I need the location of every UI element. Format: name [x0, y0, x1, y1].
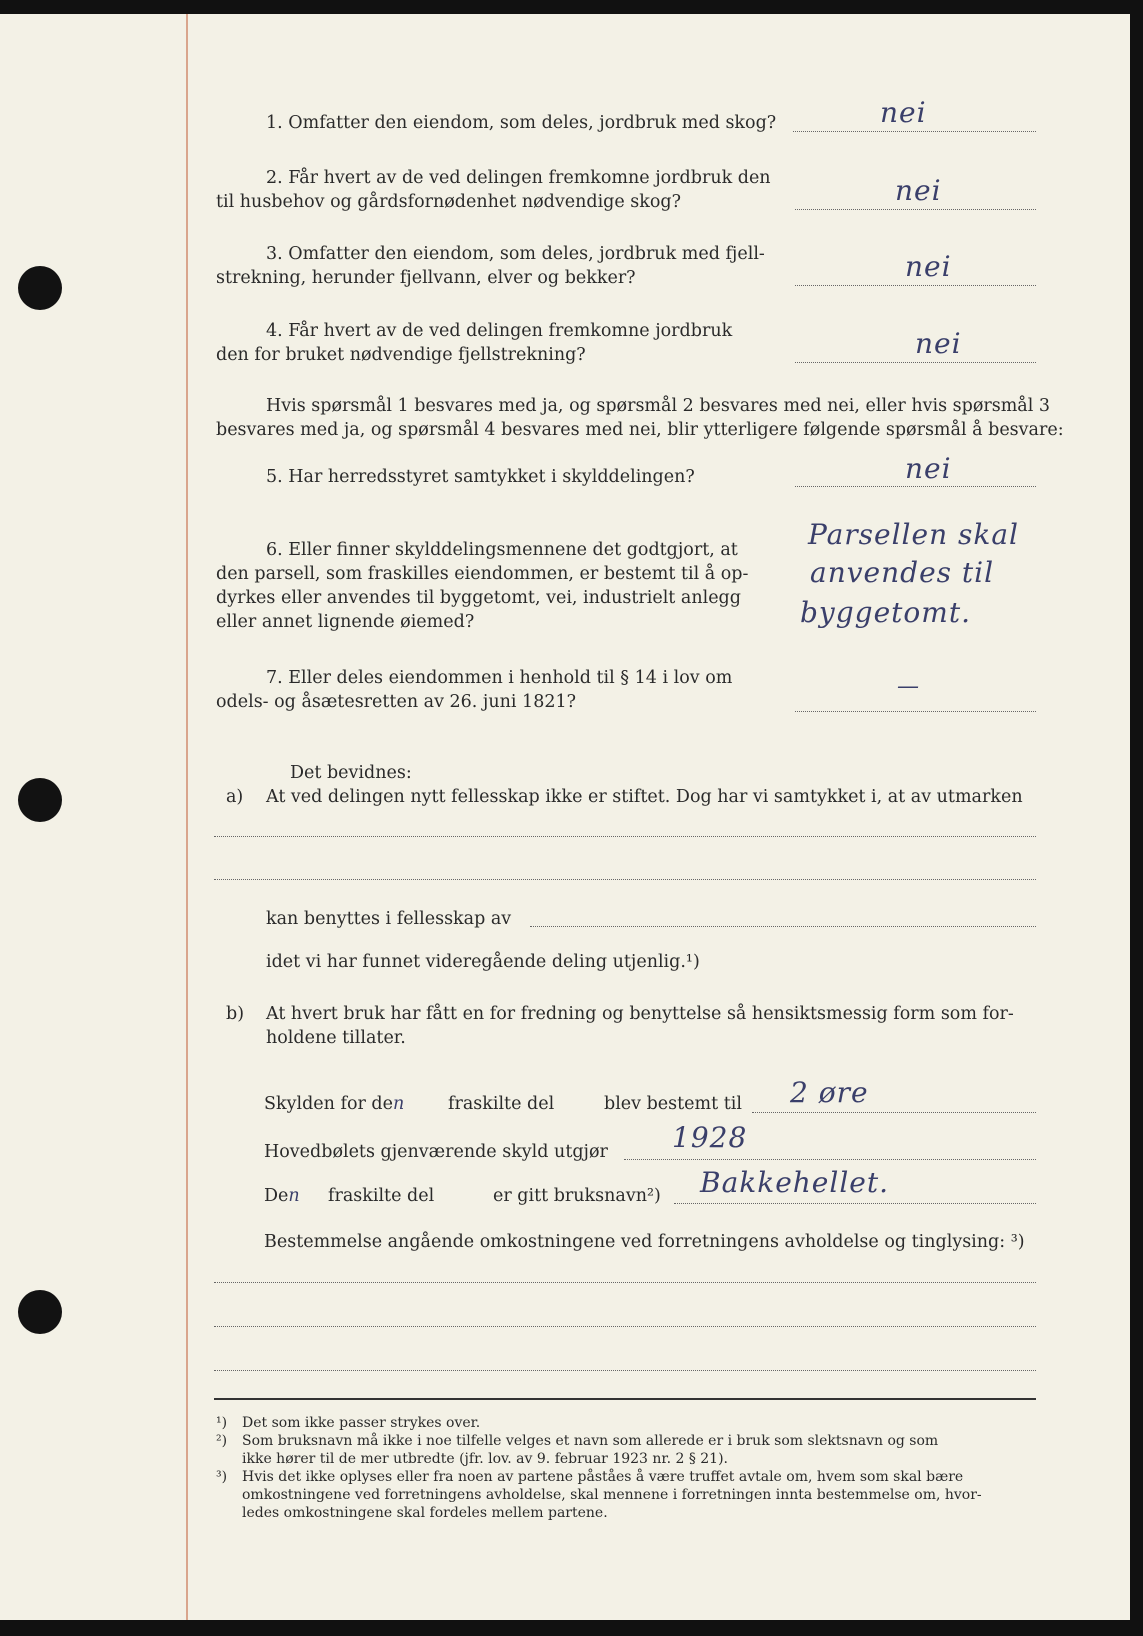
item-b-line-2: holdene tillater. — [266, 1028, 406, 1048]
item-b-line-1: At hvert bruk har fått en for fredning og benyttelse så hensiktsmessig form som for- — [266, 1004, 1014, 1024]
bruk-label-3: er gitt bruksnavn²) — [493, 1186, 661, 1206]
question-6: 6. Eller finner skylddelingsmennene det godtgjort, at — [266, 540, 738, 560]
footnote-3-line-2: omkostningene ved forretningens avholdelse, skal mennene i forretningen innta bestemmelse om, hvor- — [242, 1487, 982, 1503]
answer-7: — — [897, 674, 920, 699]
blank-line — [214, 1326, 1036, 1327]
answer-line — [793, 131, 1036, 132]
question-2: 2. Får hvert av de ved delingen fremkomne jordbruk den — [266, 168, 771, 188]
blank-line — [214, 1282, 1036, 1283]
footnote-2-line-2: ikke hører til de mer utbredte (jfr. lov. av 9. februar 1923 nr. 2 § 21). — [242, 1451, 729, 1467]
question-4: 4. Får hvert av de ved delingen fremkomne jordbruk — [266, 321, 733, 341]
hoved-value: 1928 — [672, 1121, 748, 1154]
question-6-line-4: eller annet lignende øiemed? — [216, 612, 475, 632]
item-a-shared: kan benyttes i fellesskap av — [266, 909, 512, 929]
blank-line — [752, 1112, 1036, 1113]
blank-line — [530, 926, 1036, 927]
answer-4: nei — [915, 327, 962, 360]
question-6-line-2: den parsell, som fraskilles eiendommen, er bestemt til å op- — [216, 564, 749, 584]
punch-hole — [18, 266, 62, 310]
question-3-line-2: strekning, herunder fjellvann, elver og bekker? — [216, 268, 636, 288]
skyld-label-1: Skylden for den — [264, 1094, 405, 1114]
blank-line — [624, 1159, 1036, 1160]
answer-6-line-1: Parsellen skal — [808, 518, 1019, 551]
footnote-1-mark: ¹) — [216, 1415, 228, 1431]
question-7: 7. Eller deles eiendommen i henhold til § 14 i lov om — [266, 668, 733, 688]
blank-line — [214, 836, 1036, 837]
question-4-line-2: den for bruket nødvendige fjellstrekning? — [216, 345, 586, 365]
cost-label: Bestemmelse angående omkostningene ved forretningens avholdelse og tinglysing: ³) — [264, 1232, 1025, 1252]
answer-line — [795, 209, 1036, 210]
answer-line — [795, 486, 1036, 487]
punch-hole — [18, 778, 62, 822]
question-6-line-3: dyrkes eller anvendes til byggetomt, vei, industrielt anlegg — [216, 588, 741, 608]
blank-line — [214, 879, 1036, 880]
answer-line — [795, 285, 1036, 286]
margin-line — [186, 14, 188, 1620]
item-a-label: a) — [226, 787, 244, 807]
item-a-end: idet vi har funnet videregående deling utjenlig.¹) — [266, 952, 700, 972]
instruction-line-1: Hvis spørsmål 1 besvares med ja, og spørsmål 2 besvares med nei, eller hvis spørsmål 3 — [266, 396, 1051, 416]
question-1: 1. Omfatter den eiendom, som deles, jordbruk med skog? — [266, 113, 777, 133]
blank-line — [674, 1203, 1036, 1204]
footnote-3: Hvis det ikke oplyses eller fra noen av partene påståes å være truffet avtale om, hvem som skal bære — [242, 1469, 964, 1485]
declaration-heading: Det bevidnes: — [290, 763, 412, 783]
bruk-label-2: fraskilte del — [328, 1186, 435, 1206]
answer-line — [795, 362, 1036, 363]
answer-line — [795, 711, 1036, 712]
question-5: 5. Har herredsstyret samtykket i skylddelingen? — [266, 467, 695, 487]
item-b-label: b) — [226, 1004, 245, 1024]
answer-6-line-3: byggetomt. — [800, 596, 971, 629]
hoved-label: Hovedbølets gjenværende skyld utgjør — [264, 1142, 608, 1162]
document-page — [0, 14, 1130, 1620]
blank-line — [214, 1370, 1036, 1371]
answer-2: nei — [895, 174, 942, 207]
answer-1: nei — [880, 96, 927, 129]
bruk-value: Bakkehellet. — [700, 1166, 890, 1199]
answer-5: nei — [905, 452, 952, 485]
answer-6-line-2: anvendes til — [810, 556, 995, 589]
question-7-line-2: odels- og åsætesretten av 26. juni 1821? — [216, 692, 576, 712]
footnote-3-mark: ³) — [216, 1469, 228, 1485]
question-3: 3. Omfatter den eiendom, som deles, jordbruk med fjell- — [266, 244, 765, 264]
question-2-line-2: til husbehov og gårdsfornødenhet nødvendige skog? — [216, 192, 681, 212]
footnote-1: Det som ikke passer strykes over. — [242, 1415, 481, 1431]
footnote-2-mark: ²) — [216, 1433, 228, 1449]
bruk-label-1: Den — [264, 1186, 300, 1206]
punch-hole — [18, 1290, 62, 1334]
footnote-rule — [214, 1398, 1036, 1400]
footnote-3-line-3: ledes omkostningene skal fordeles mellem partene. — [242, 1505, 608, 1521]
answer-3: nei — [905, 250, 952, 283]
footnote-2: Som bruksnavn må ikke i noe tilfelle velges et navn som allerede er i bruk som slektsnavn og som — [242, 1433, 939, 1449]
skyld-label-3: blev bestemt til — [604, 1094, 742, 1114]
skyld-value: 2 øre — [790, 1076, 869, 1109]
item-a-text: At ved delingen nytt fellesskap ikke er stiftet. Dog har vi samtykket i, at av utmarken — [266, 787, 1023, 807]
instruction-line-2: besvares med ja, og spørsmål 4 besvares med nei, blir ytterligere følgende spørsmål å besvare: — [216, 420, 1064, 440]
skyld-label-2: fraskilte del — [448, 1094, 555, 1114]
